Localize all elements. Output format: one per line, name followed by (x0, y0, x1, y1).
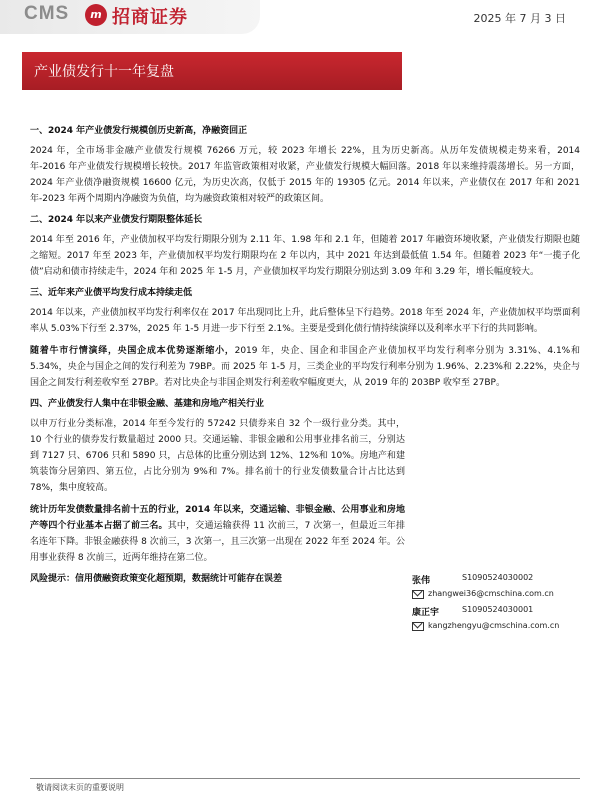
section-4-lead: 统计历年发债数量排名前十五的行业，2014 年以来，交通运输、非银金融、公用事业和房地产等四个行业基本占据了前三名。 (30, 505, 405, 531)
page-header (0, 0, 600, 44)
author-sidebar (412, 573, 592, 637)
mail-icon (412, 590, 424, 599)
section-4-paragraph-2 (30, 502, 405, 566)
author-email[interactable]: kangzhengyu@cmschina.com.cn (428, 621, 560, 630)
report-title: 产业债发行十一年复盘 (34, 64, 174, 80)
section-4-paragraph-1: 以申万行业分类标准，2014 年至今发行的 57242 只债券来自 32 个一级行业分类。其中，10 个行业的债券发行数量超过 2000 只。交通运输、非银金融和公用事业排名前三，分别达到 7127 只、6706 只和 5890 只，占总体的比重分别达到 12%、12%和 10%。房地产和建筑装饰分居第四、第五位，占比分别为 9%和 7%。排名前十的行业发债数量合计占比达到 78%，集中度较高。 (30, 419, 405, 493)
author-name: 康正宇 (412, 608, 440, 618)
author-row (412, 573, 592, 589)
section-2-paragraph: 2014 年至 2016 年，产业债加权平均发行期限分别为 2.11 年、1.98 年和 2.1 年，但随着 2017 年融资环境收紧，产业债发行期限也随之缩短。2017 年至 2023 年，产业债加权平均发行期限均在 2 年以内，其中 2021 年达到最低值 1.54 年。但随着 2023 年“一揽子化债”启动和债市持续走牛，2024 年和 2025 年 1-5 月，产业债加权平均发行期限分别达到 3.09 年和 3.29 年，增长幅度较大。 (30, 235, 580, 277)
section-2-heading: 二、2024 年以来产业债发行期限整体延长 (30, 215, 203, 225)
author-name: 张伟 (412, 576, 431, 586)
mail-icon (412, 622, 424, 631)
section-3-paragraph-2 (30, 343, 580, 391)
section-4-body: 其中，交通运输获得 11 次前三，7 次第一，但最近三年排名连年下降。非银金融获得 8 次前三，3 次第一，且三次第一出现在 2022 年至 2024 年。公用事业获得 8 次前三，近两年维持在第二位。 (30, 521, 405, 563)
logo-emblem-icon: m (85, 4, 107, 26)
report-date: 2025 年 7 月 3 日 (473, 12, 566, 25)
section-3-paragraph-1: 2014 年以来，产业债加权平均发行利率仅在 2017 年出现同比上升，此后整体呈下行趋势。2018 年至 2024 年，产业债加权平均票面利率从 5.03%下行至 2.37%，2025 年 1-5 月进一步下行至 2.1%。主要是受到化债行情持续演绎以及利率水平下行的共同影响。 (30, 308, 580, 334)
author-license-id: S1090524030001 (462, 605, 534, 614)
footer-note: 敬请阅读末页的重要说明 (36, 783, 124, 792)
section-3-body: 2019 年，央企、国企和非国企产业债加权平均发行利率分别为 3.31%、4.1%和 5.34%，央企与国企之间的发行利差为 79BP。而 2025 年 1-5 月，三类企业的平均发行利率分别为 1.96%、2.23%和 2.22%，央企与国企之间发行利差收窄至 27BP。若对比央企与非国企则发行利差收窄幅度更大，从 2019 年的 203BP 收窄至 27BP。 (30, 346, 580, 388)
author-email[interactable]: zhangwei36@cmschina.com.cn (428, 589, 554, 598)
title-bar (22, 52, 402, 90)
report-body (30, 124, 580, 591)
risk-warning: 风险提示：信用债融资政策变化超预期，数据统计可能存在误差 (30, 574, 283, 584)
author-license-id: S1090524030002 (462, 573, 534, 582)
footer-divider (30, 778, 580, 779)
logo-cms: CMS (24, 3, 70, 24)
author-row (412, 605, 592, 621)
section-3-heading: 三、近年来产业债平均发行成本持续走低 (30, 288, 193, 298)
author-email-row (412, 589, 592, 605)
section-3-lead: 随着牛市行情演绎，央国企成本优势逐渐缩小， (30, 346, 235, 356)
logo-company-name: 招商证券 (112, 7, 188, 28)
section-1-heading: 一、2024 年产业债发行规模创历史新高，净融资回正 (30, 126, 248, 136)
section-4-heading: 四、产业债发行人集中在非银金融、基建和房地产相关行业 (30, 399, 265, 409)
section-1-paragraph: 2024 年，全市场非金融产业债发行规模 76266 万元，较 2023 年增长 22%，且为历史新高。从历年发债规模走势来看，2014 年-2016 年产业债发行规模增长较快。2017 年监管政策相对收紧，产业债发行规模大幅回落。2018 年以来维持震荡增长。另一方面，2024 年产业债净融资规模 16600 亿元，为历史次高，仅低于 2015 年的 19305 亿元。2014 年以来，产业债仅在 2017 年和 2021 年-2023 年两个周期内净融资为负值，均为融资政策相对较严的政策区间。 (30, 146, 580, 204)
author-email-row (412, 621, 592, 637)
